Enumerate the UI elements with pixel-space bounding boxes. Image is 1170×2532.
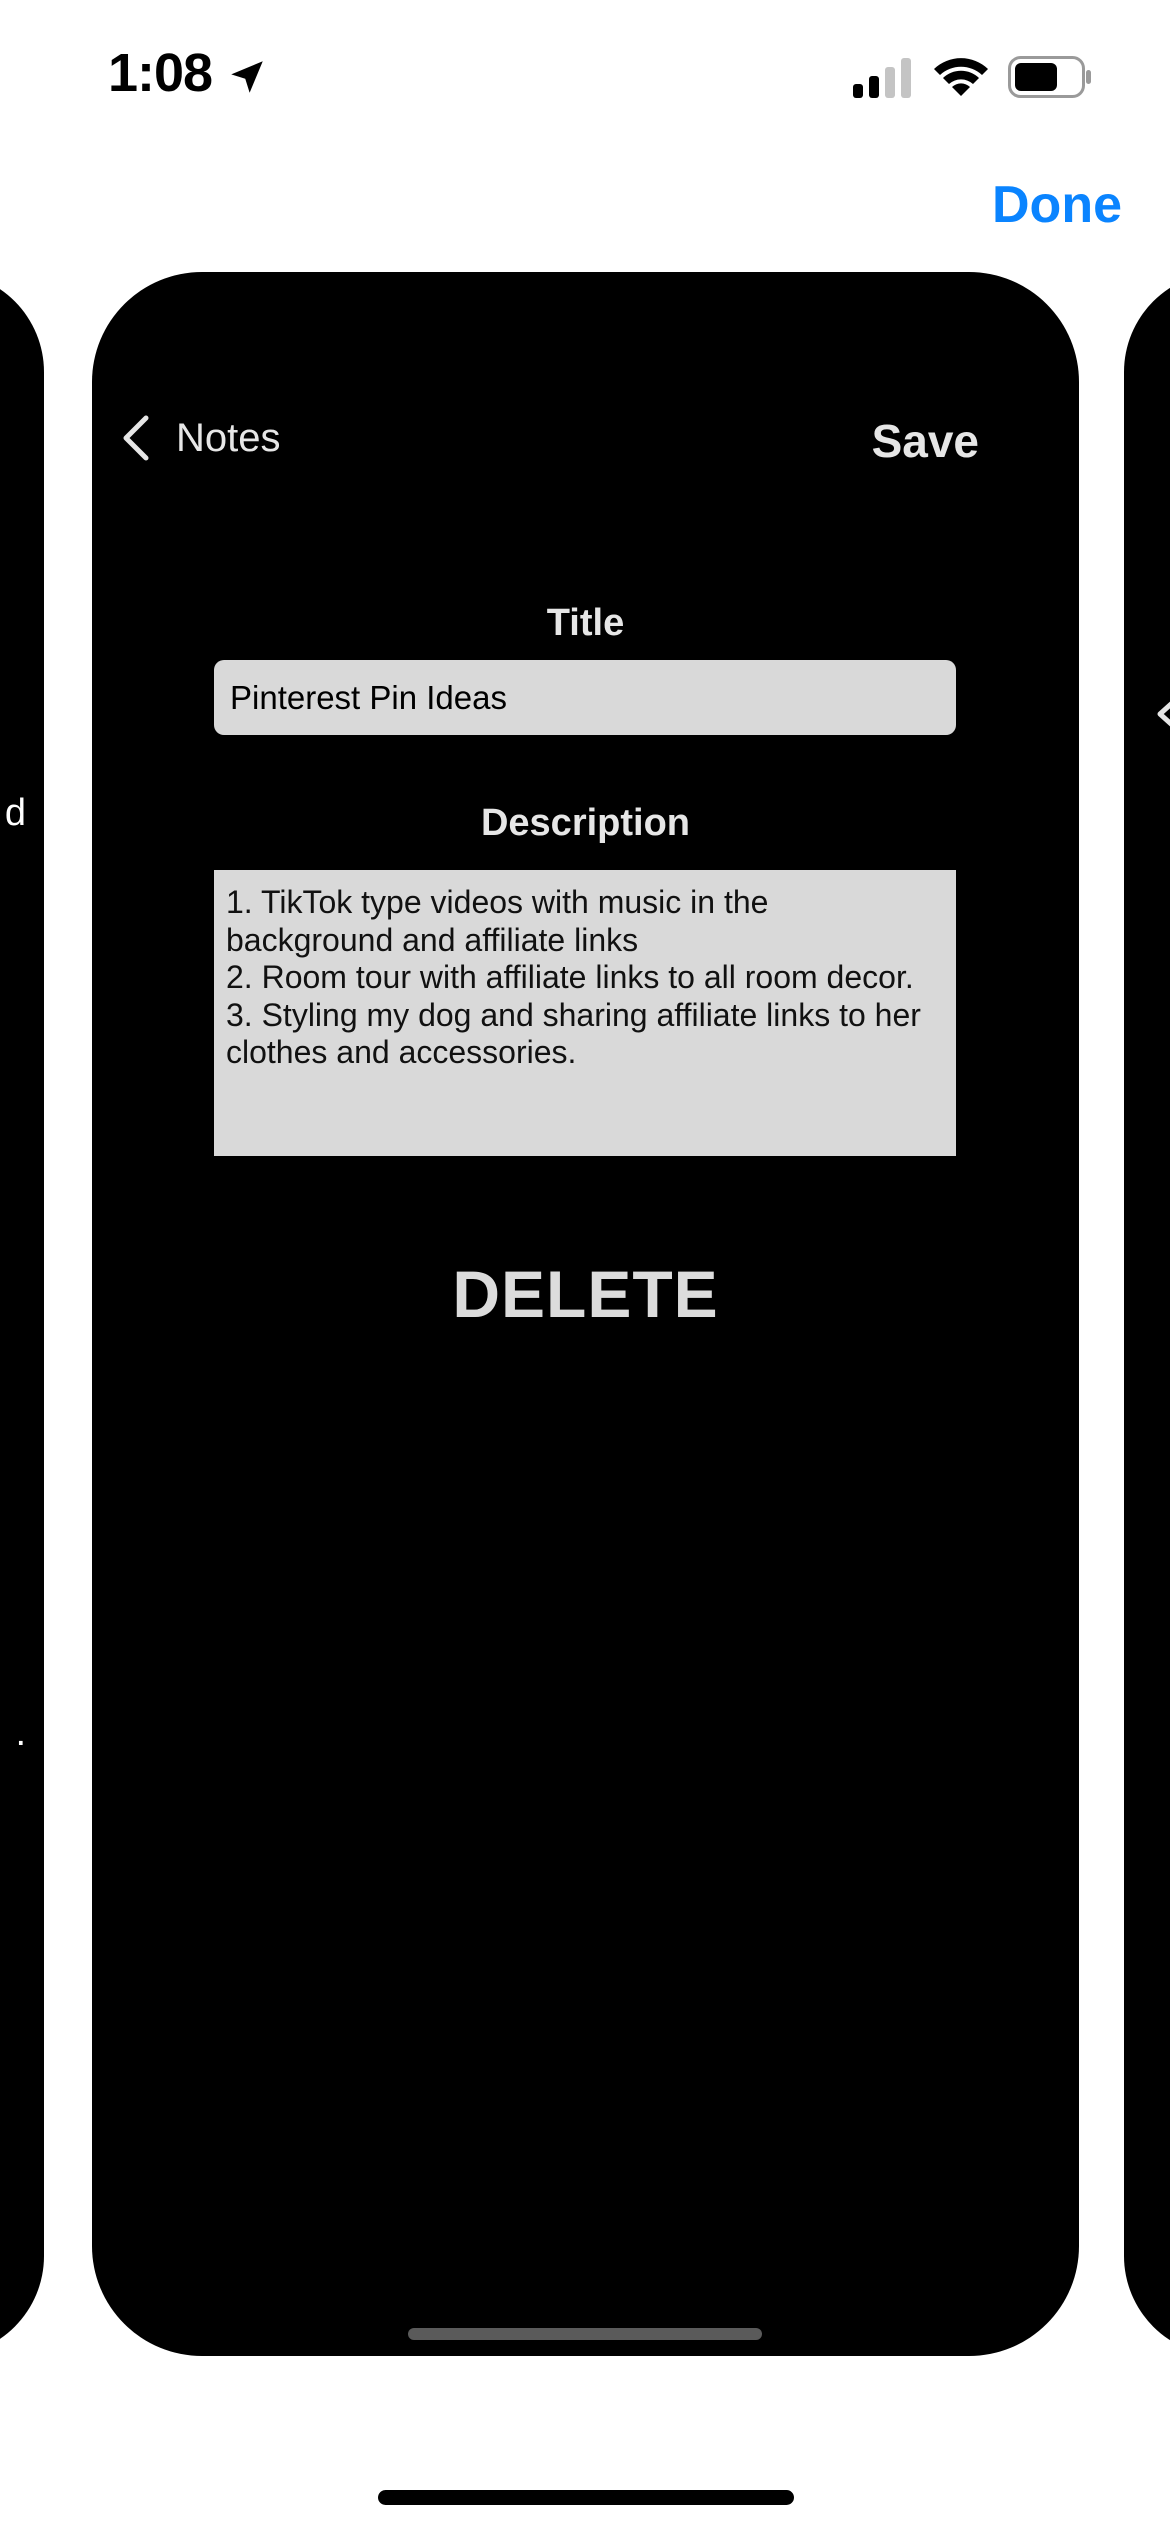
card-home-indicator	[408, 2328, 762, 2340]
save-button[interactable]: Save	[871, 415, 979, 467]
wifi-icon	[932, 52, 990, 98]
title-input[interactable]	[214, 660, 956, 735]
description-textarea[interactable]: 1. TikTok type videos with music in the background and affiliate links 2. Room tour with affiliate links to all room decor. 3. Styling my dog and sharing affiliate links to her clothes and accessories.	[214, 870, 956, 1156]
cellular-signal-icon	[853, 58, 913, 98]
status-bar	[0, 0, 1170, 150]
previous-card-preview[interactable]	[0, 272, 44, 2356]
previous-card-text-fragment: .	[15, 1712, 26, 1754]
status-time: 1:08	[108, 43, 213, 103]
next-card-preview[interactable]	[1124, 272, 1170, 2356]
previous-card-text-fragment: d	[4, 792, 26, 834]
location-arrow-icon	[226, 56, 268, 98]
chevron-left-icon	[1154, 692, 1170, 736]
home-indicator[interactable]	[378, 2490, 794, 2505]
delete-button[interactable]: DELETE	[452, 1257, 719, 1331]
done-button[interactable]: Done	[992, 176, 1122, 234]
battery-icon	[1008, 56, 1092, 98]
back-button-label: Notes	[176, 415, 281, 460]
chevron-left-icon	[120, 414, 152, 462]
back-to-notes-button[interactable]	[120, 414, 281, 462]
note-editor-card	[92, 272, 1079, 2356]
title-label: Title	[546, 602, 625, 644]
description-label: Description	[480, 802, 691, 844]
